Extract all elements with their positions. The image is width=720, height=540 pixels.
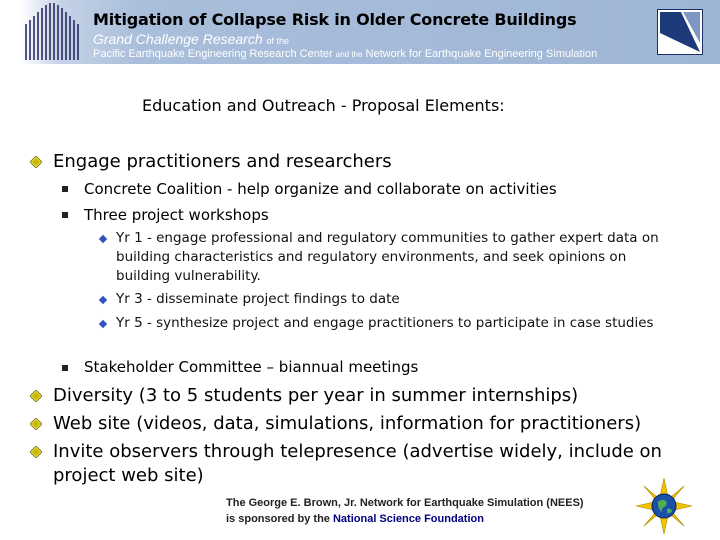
nsf-link[interactable]: National Science Foundation [332, 513, 484, 525]
section-title: Education and Outreach - Proposal Elements: [142, 96, 505, 115]
bullet-diamond-icon [30, 446, 42, 458]
header-subtitle [93, 31, 289, 47]
square-bullet-icon [62, 212, 68, 218]
header-title: Mitigation of Collapse Risk in Older Concrete Buildings [93, 10, 577, 29]
workshop-yr1: Yr 1 - engage professional and regulatory communities to gather expert data on building characteristics and regulatory environments, and seek opinions on building vulnerability. [116, 230, 659, 284]
bullet-website: Web site (videos, data, simulations, information for practitioners) [53, 413, 642, 434]
small-diamond-icon [99, 235, 107, 243]
nees-corner-logo-icon [657, 9, 703, 55]
bullet-diversity: Diversity (3 to 5 students per year in summer internships) [53, 385, 579, 406]
workshop-yr3: Yr 3 - disseminate project findings to date [116, 291, 400, 307]
bullet-diamond-icon [30, 418, 42, 430]
header-band [0, 0, 720, 64]
org-nees: Network for Earthquake Engineering Simulation [365, 48, 598, 60]
org-and: and the [335, 50, 363, 59]
small-diamond-icon [99, 296, 107, 304]
subbullet-concrete-coalition: Concrete Coalition - help organize and collaborate on activities [84, 180, 557, 198]
footer-sponsor-note [226, 495, 584, 527]
subbullet-workshops: Three project workshops [84, 206, 269, 224]
org-peer: Pacific Earthquake Engineering Research Center [93, 48, 333, 60]
bullet-engage: Engage practitioners and researchers [53, 151, 392, 172]
square-bullet-icon [62, 365, 68, 371]
pillars-logo-icon [22, 2, 84, 62]
workshop-yr5: Yr 5 - synthesize project and engage practitioners to participate in case studies [116, 315, 654, 331]
bullet-telepresence: Invite observers through telepresence (advertise widely, include on project web site) [53, 441, 662, 486]
bullet-diamond-icon [30, 156, 42, 168]
subtitle-main: Grand Challenge Research [93, 31, 263, 47]
small-diamond-icon [99, 320, 107, 328]
footer-prefix: is sponsored by the [226, 513, 330, 525]
footer-line2 [226, 511, 584, 527]
nees-globe-logo-icon [636, 478, 692, 534]
subtitle-small: of the [266, 36, 290, 46]
bullet-diamond-icon [30, 390, 42, 402]
footer-line1: The George E. Brown, Jr. Network for Earthquake Simulation (NEES) [226, 497, 584, 509]
square-bullet-icon [62, 186, 68, 192]
subbullet-stakeholder: Stakeholder Committee – biannual meetings [84, 358, 419, 376]
header-orgs [93, 48, 597, 60]
